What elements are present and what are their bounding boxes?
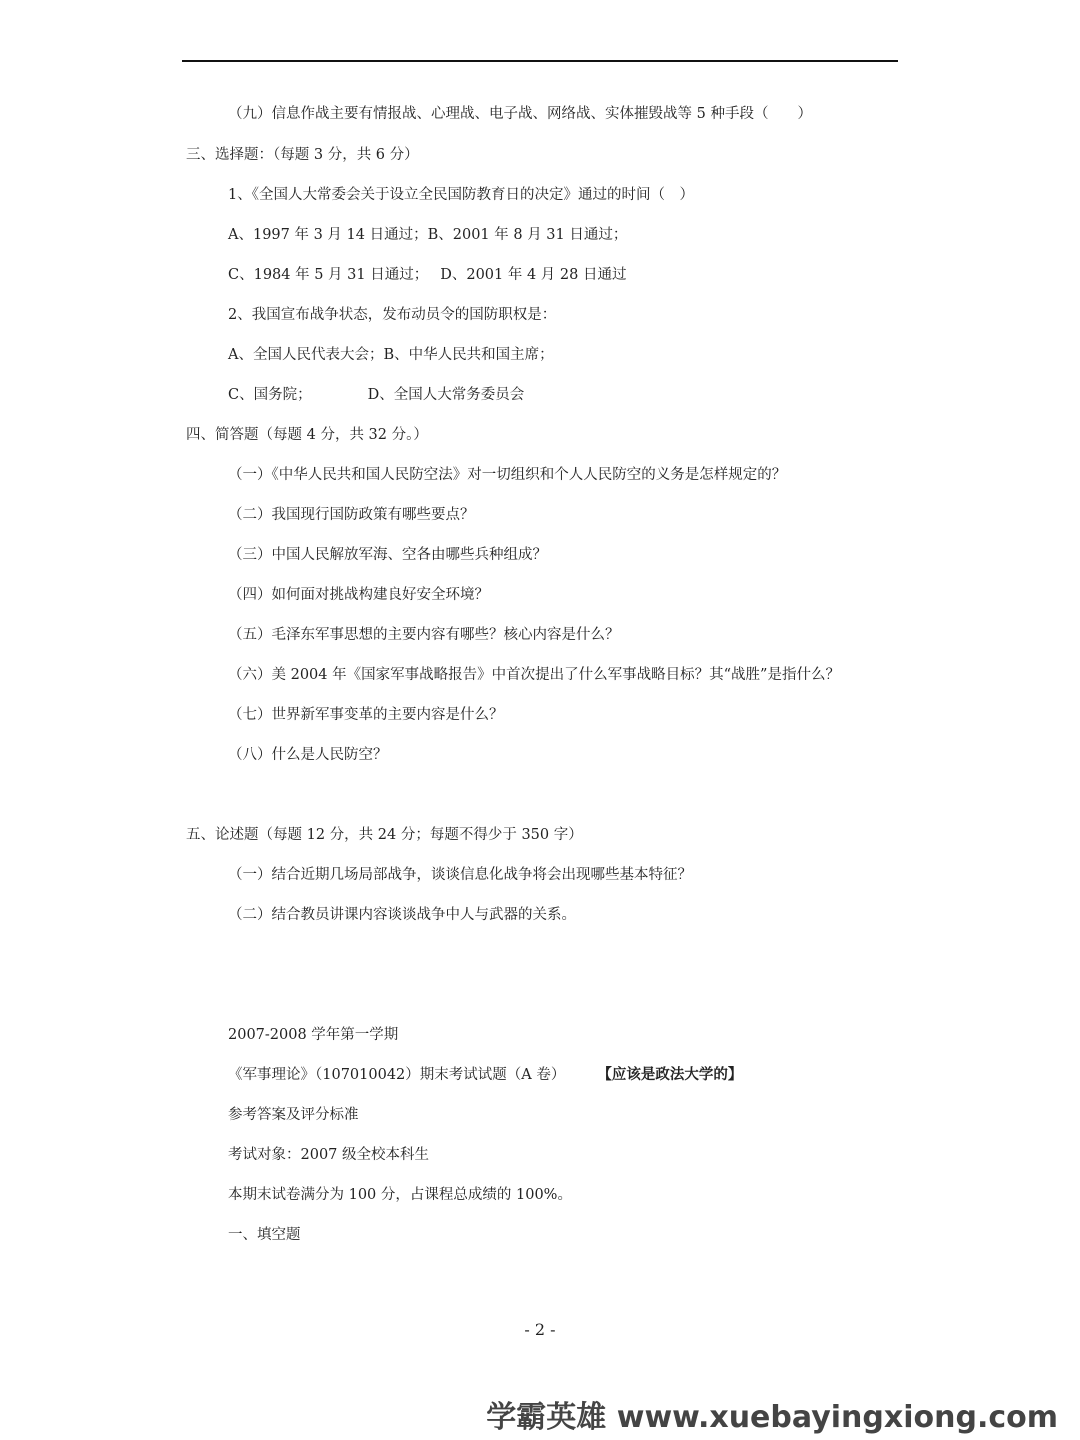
choice-q1-option-d: D、2001 年 4 月 28 日通过: [440, 267, 627, 283]
short-answer-item: （三）中国人民解放军海、空各由哪些兵种组成？: [228, 547, 547, 563]
choice-q2-options-ab: A、全国人民代表大会；B、中华人民共和国主席；: [228, 347, 554, 363]
watermark: 学霸英雄 www.xuebayingxiong.com: [486, 1400, 1058, 1435]
answer-subtitle: 参考答案及评分标准: [228, 1107, 359, 1123]
section-3-title: 三、选择题：（每题 3 分，共 6 分）: [186, 147, 419, 163]
choice-q2-stem: 2、我国宣布战争状态，发布动员令的国防职权是：: [228, 307, 557, 323]
section-4-title: 四、简答题（每题 4 分，共 32 分。）: [186, 427, 428, 443]
short-answer-item: （六）美 2004 年《国家军事战略报告》中首次提出了什么军事战略目标？其“战胜”是指什么？: [228, 667, 840, 683]
answer-exam-title-line: [228, 1065, 742, 1085]
choice-q2-option-c: C、国务院；: [228, 387, 312, 403]
short-answer-item: （七）世界新军事变革的主要内容是什么？: [228, 707, 504, 723]
answer-term: 2007-2008 学年第一学期: [228, 1027, 399, 1043]
answer-score-info: 本期末试卷满分为 100 分，占课程总成绩的 100%。: [228, 1187, 572, 1203]
answer-target: 考试对象：2007 级全校本科生: [228, 1147, 430, 1163]
header-rule: [182, 60, 898, 62]
choice-q2-option-d: D、全国人大常务委员会: [367, 387, 525, 403]
short-answer-item: （四）如何面对挑战构建良好安全环境？: [228, 587, 489, 603]
choice-q1-option-c: C、1984 年 5 月 31 日通过；: [228, 267, 429, 283]
essay-item: （一）结合近期几场局部战争，谈谈信息化战争将会出现哪些基本特征？: [228, 867, 692, 883]
short-answer-item: （五）毛泽东军事思想的主要内容有哪些？核心内容是什么？: [228, 627, 620, 643]
short-answer-item: （二）我国现行国防政策有哪些要点？: [228, 507, 475, 523]
page-number: - 2 -: [524, 1320, 556, 1339]
section-5-title: 五、论述题（每题 12 分，共 24 分；每题不得少于 350 字）: [186, 827, 583, 843]
choice-q1-options-cd: [228, 265, 626, 285]
choice-q1-options-ab: A、1997 年 3 月 14 日通过；B、2001 年 8 月 31 日通过；: [228, 227, 628, 243]
answer-exam-title: 《军事理论》（107010042）期末考试试题（A 卷）: [228, 1067, 566, 1083]
choice-q2-options-cd: [228, 385, 524, 405]
answer-note: 【应该是政法大学的】: [597, 1066, 743, 1083]
short-answer-item: （八）什么是人民防空？: [228, 747, 388, 763]
choice-q1-stem: 1、《全国人大常委会关于设立全民国防教育日的决定》通过的时间（ ）: [228, 187, 694, 203]
short-answer-item: （一）《中华人民共和国人民防空法》对一切组织和个人人民防空的义务是怎样规定的？: [228, 467, 787, 483]
question-tf-9: （九）信息作战主要有情报战、心理战、电子战、网络战、实体摧毁战等 5 种手段（ ）: [228, 106, 812, 122]
answer-section-1: 一、填空题: [228, 1227, 301, 1243]
essay-item: （二）结合教员讲课内容谈谈战争中人与武器的关系。: [228, 907, 576, 923]
